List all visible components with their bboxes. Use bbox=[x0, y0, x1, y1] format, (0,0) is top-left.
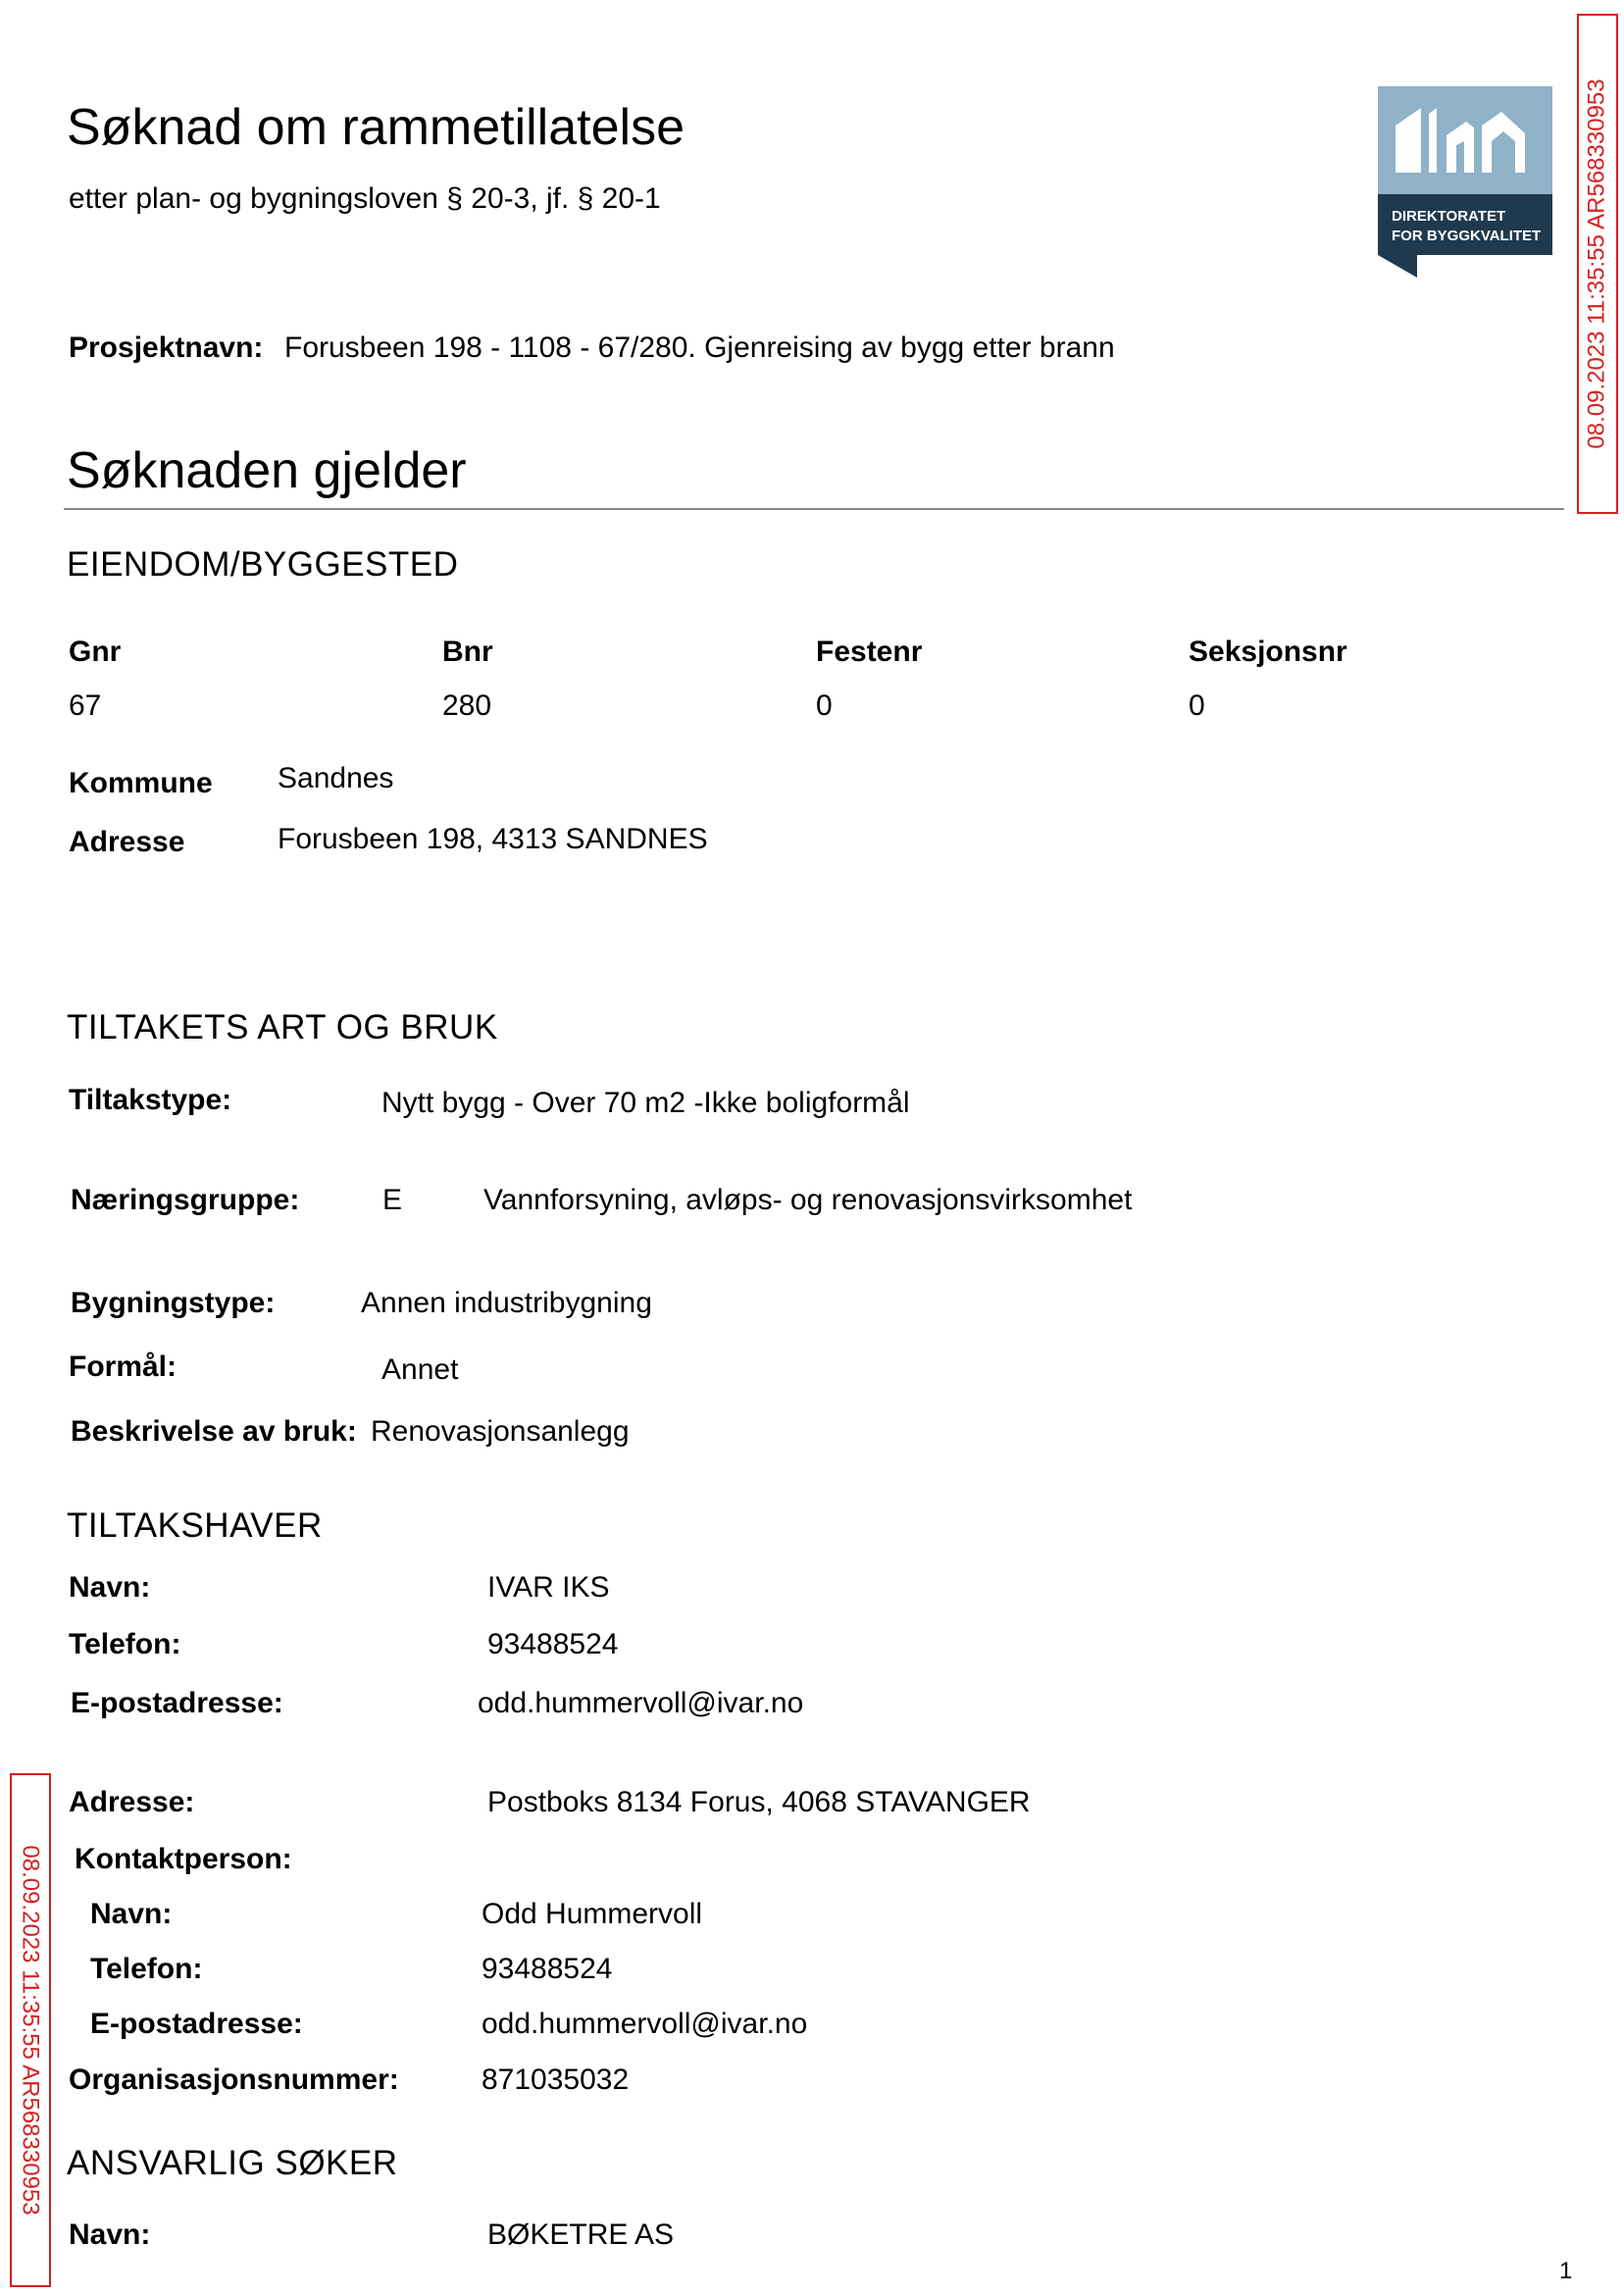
kommune-value: Sandnes bbox=[278, 762, 394, 794]
kontakt-navn-value: Odd Hummervoll bbox=[482, 1898, 703, 1930]
ansvarlig-heading: ANSVARLIG SØKER bbox=[67, 2144, 398, 2182]
ansvarlig-navn-label: Navn: bbox=[69, 2218, 151, 2251]
tiltak-heading: TILTAKETS ART OG BRUK bbox=[67, 1008, 498, 1046]
seksjonsnr-value: 0 bbox=[1189, 689, 1205, 722]
project-value: Forusbeen 198 - 1108 - 67/280. Gjenreising av bygg etter brann bbox=[284, 331, 1115, 364]
date-stamp-top-text: 08.09.2023 11:35:55 AR568330953 bbox=[1584, 78, 1610, 449]
dibk-logo-icon bbox=[1378, 86, 1552, 278]
naeringsgruppe-label: Næringsgruppe: bbox=[71, 1184, 300, 1216]
naeringsgruppe-code: E bbox=[382, 1184, 403, 1216]
formal-label: Formål: bbox=[69, 1351, 178, 1383]
property-heading: EIENDOM/BYGGESTED bbox=[67, 545, 459, 584]
tiltakshaver-adresse-value: Postboks 8134 Forus, 4068 STAVANGER bbox=[487, 1786, 1031, 1818]
tiltakstype-label: Tiltakstype: bbox=[69, 1084, 232, 1116]
date-stamp-bottom bbox=[10, 1773, 51, 2287]
kontakt-telefon-value: 93488524 bbox=[482, 1953, 613, 1985]
tiltakshaver-adresse-label: Adresse: bbox=[69, 1786, 195, 1818]
page-subtitle: etter plan- og bygningsloven § 20-3, jf. § 20-1 bbox=[69, 182, 661, 215]
beskrivelse-label: Beskrivelse av bruk: bbox=[71, 1415, 357, 1448]
logo-text-line1: DIREKTORATET bbox=[1392, 208, 1506, 225]
festenr-label: Festenr bbox=[816, 636, 923, 668]
kontakt-epost-label: E-postadresse: bbox=[90, 2008, 303, 2040]
logo-text-line2: FOR BYGGKVALITET bbox=[1392, 228, 1542, 244]
bygningstype-value: Annen industribygning bbox=[361, 1287, 652, 1319]
bnr-value: 280 bbox=[442, 689, 492, 722]
bygningstype-label: Bygningstype: bbox=[71, 1287, 276, 1319]
festenr-value: 0 bbox=[816, 689, 833, 722]
kontakt-telefon-label: Telefon: bbox=[90, 1953, 203, 1985]
naeringsgruppe-value: Vannforsyning, avløps- og renovasjonsvirksomhet bbox=[483, 1184, 1133, 1216]
section-divider bbox=[64, 508, 1564, 510]
seksjonsnr-label: Seksjonsnr bbox=[1189, 636, 1347, 668]
kontaktperson-label: Kontaktperson: bbox=[75, 1843, 292, 1875]
date-stamp-bottom-text: 08.09.2023 11:35:55 AR568330953 bbox=[18, 1845, 44, 2216]
gnr-value: 67 bbox=[69, 689, 102, 722]
tiltakshaver-navn-value: IVAR IKS bbox=[487, 1571, 610, 1604]
date-stamp-top bbox=[1577, 14, 1618, 514]
tiltakshaver-epost-value: odd.hummervoll@ivar.no bbox=[478, 1687, 804, 1719]
beskrivelse-value: Renovasjonsanlegg bbox=[371, 1415, 630, 1448]
orgnr-label: Organisasjonsnummer: bbox=[69, 2064, 399, 2096]
kontakt-epost-value: odd.hummervoll@ivar.no bbox=[482, 2008, 808, 2040]
page-number: 1 bbox=[1559, 2258, 1573, 2284]
kontakt-navn-label: Navn: bbox=[90, 1898, 173, 1930]
tiltakshaver-telefon-label: Telefon: bbox=[69, 1628, 181, 1660]
project-label: Prosjektnavn: bbox=[69, 331, 264, 364]
adresse-value: Forusbeen 198, 4313 SANDNES bbox=[278, 823, 708, 855]
tiltakstype-value: Nytt bygg - Over 70 m2 -Ikke boligformål bbox=[381, 1087, 910, 1119]
formal-value: Annet bbox=[381, 1353, 459, 1386]
adresse-label: Adresse bbox=[69, 826, 185, 858]
ansvarlig-navn-value: BØKETRE AS bbox=[487, 2218, 675, 2251]
tiltakshaver-telefon-value: 93488524 bbox=[487, 1628, 619, 1660]
section-title: Søknaden gjelder bbox=[67, 442, 467, 499]
page-title: Søknad om rammetillatelse bbox=[67, 99, 685, 156]
kommune-label: Kommune bbox=[69, 767, 213, 799]
bnr-label: Bnr bbox=[442, 636, 493, 668]
tiltakshaver-epost-label: E-postadresse: bbox=[71, 1687, 283, 1719]
orgnr-value: 871035032 bbox=[482, 2064, 630, 2096]
tiltakshaver-navn-label: Navn: bbox=[69, 1571, 151, 1604]
tiltakshaver-heading: TILTAKSHAVER bbox=[67, 1506, 323, 1545]
gnr-label: Gnr bbox=[69, 636, 122, 668]
